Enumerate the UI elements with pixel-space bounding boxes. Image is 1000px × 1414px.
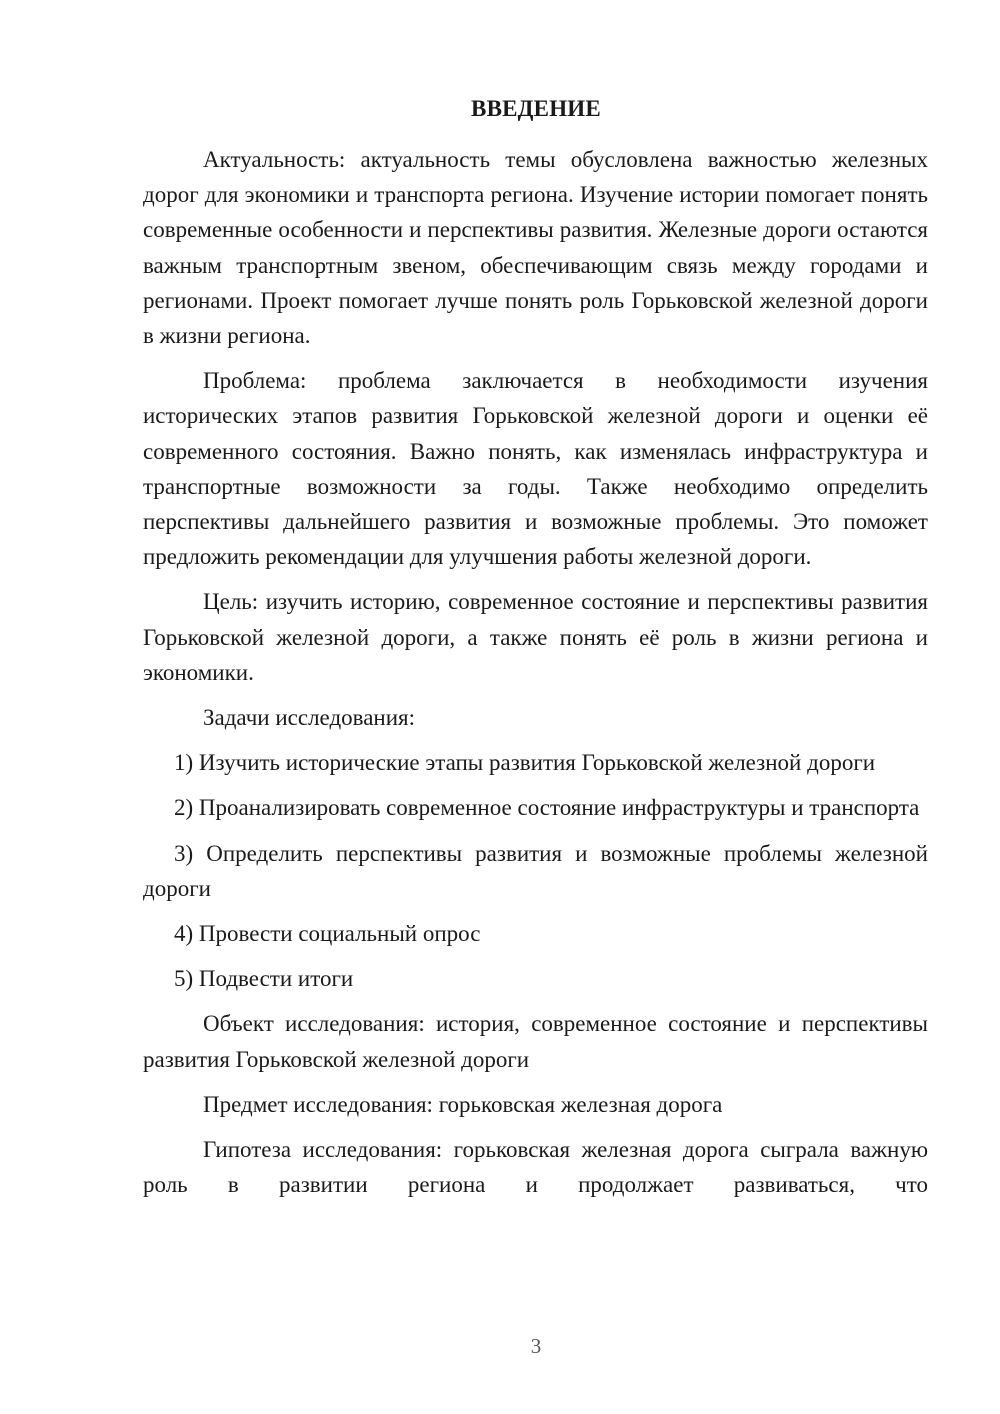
section-heading: ВВЕДЕНИЕ (471, 96, 601, 121)
paragraph-problem: Проблема: проблема заключается в необходимости изучения исторических этапов развития Горьковской железной дороги и оценки её современного состояния. Важно понять, как изменялась инфраструктура и транспортные возможности за годы. Также необходимо определить перспективы дальнейшего развития и возможные проблемы. Это поможет предложить рекомендации для улучшения работы железной дороги. (143, 368, 928, 570)
tasks-title: Задачи исследования: (203, 705, 416, 731)
document-body (143, 142, 928, 1202)
paragraph-relevance: Актуальность: актуальность темы обусловлена важностью железных дорог для экономики и транспорта региона. Изучение истории помогает понять современные особенности и перспективы развития. Железные дороги остаются важным транспортным звеном, обеспечивающим связь между городами и регионами. Проект помогает лучше понять роль Горьковской железной дороги в жизни региона. (143, 147, 928, 349)
paragraph-goal: Цель: изучить историю, современное состояние и перспективы развития Горьковской железной дороги, а также понять её роль в жизни региона и экономики. (143, 589, 928, 685)
page-number: 3 (530, 1334, 542, 1358)
paragraph-object: Объект исследования: история, современное состояние и перспективы развития Горьковской железной дороги (143, 1011, 928, 1072)
task-item-2: 2) Проанализировать современное состояние инфраструктуры и транспорта (174, 795, 920, 821)
task-item-4: 4) Провести социальный опрос (174, 921, 481, 947)
task-item-1: 1) Изучить исторические этапы развития Горьковской железной дороги (174, 750, 876, 776)
paragraph-hypothesis: Гипотеза исследования: горьковская железная дорога сыграла важную роль в развитии региона и продолжает развиваться, что (143, 1137, 928, 1198)
paragraph-subject: Предмет исследования: горьковская железная дорога (203, 1091, 723, 1117)
task-item-5: 5) Подвести итоги (174, 966, 354, 992)
task-item-3: 3) Определить перспективы развития и возможные проблемы железной дороги (143, 840, 928, 901)
